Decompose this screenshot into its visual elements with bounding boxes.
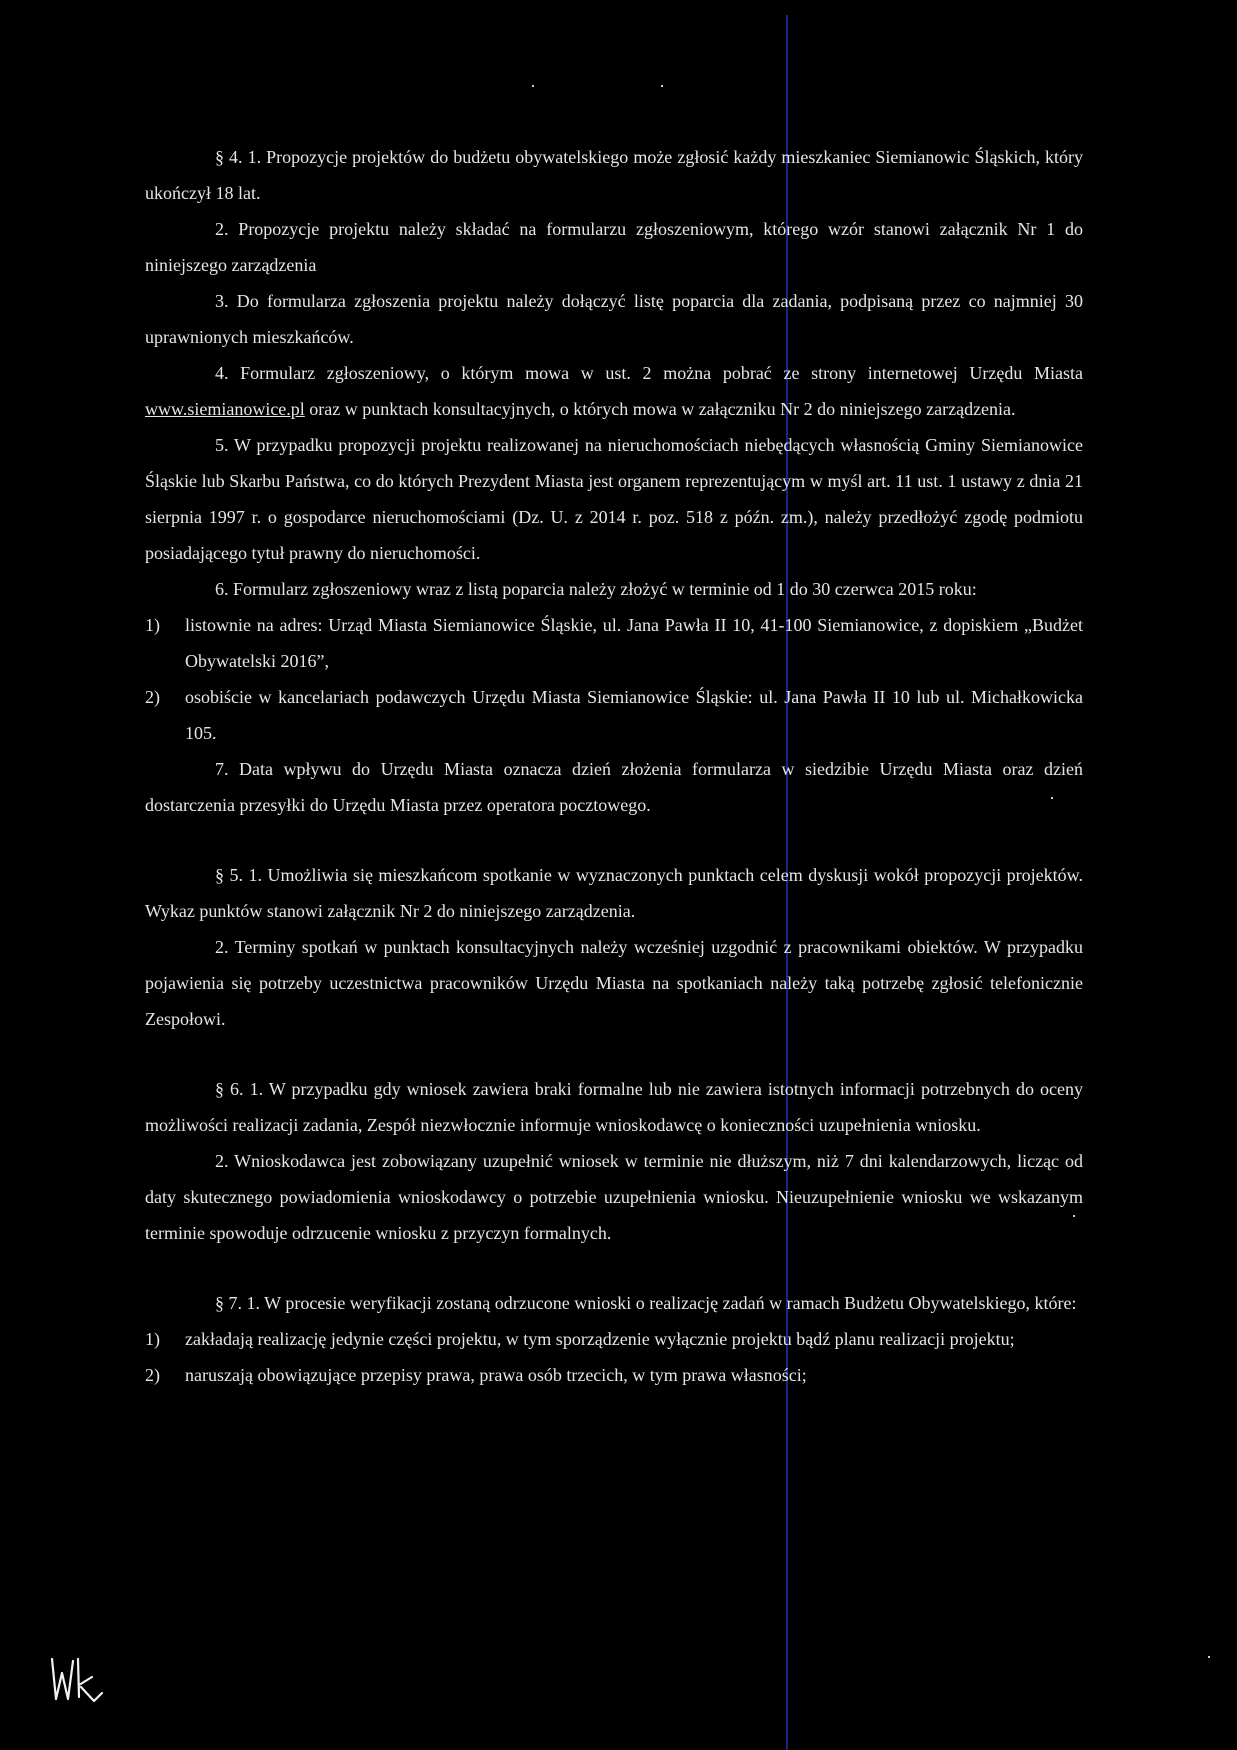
paragraph-5-2: 2. Terminy spotkań w punktach konsultacyjnych należy wcześniej uzgodnić z pracownikami obiektów. W przypadku pojawienia się potrzeby uczestnictwa pracowników Urzędu Miasta na spotkaniach należy taką potrzebę zgłosić telefonicznie Zespołowi. (145, 937, 1083, 1029)
paragraph-4-7: 7. Data wpływu do Urzędu Miasta oznacza dzień złożenia formularza w siedzibie Urzędu Miasta oraz dzień dostarczenia przesyłki do Urzędu Miasta przez operatora pocztowego. (145, 759, 1083, 815)
list-item-text: zakładają realizację jedynie części projektu, w tym sporządzenie wyłącznie projektu bądź planu realizacji projektu; (185, 1329, 1015, 1349)
paragraph-6-2: 2. Wnioskodawca jest zobowiązany uzupełnić wniosek w terminie nie dłuższym, niż 7 dni kalendarzowych, licząc od daty skutecznego powiadomienia wnioskodawcy o potrzebie uzupełnienia wniosku. Nieuzupełnienie wniosku we wskazanym terminie spowoduje odrzucenie wniosku z przyczyn formalnych. (145, 1151, 1083, 1243)
paragraph-5-1: § 5. 1. Umożliwia się mieszkańcom spotkanie w wyznaczonych punktach celem dyskusji wokół propozycji projektów. Wykaz punktów stanowi załącznik Nr 2 do niniejszego zarządzenia. (145, 865, 1083, 921)
list-item (145, 1357, 1083, 1393)
section-spacer (145, 823, 1083, 857)
paragraph-4-2: 2. Propozycje projektu należy składać na formularzu zgłoszeniowym, którego wzór stanowi załącznik Nr 1 do niniejszego zarządzenia (145, 219, 1083, 275)
paragraph-7-1: § 7. 1. W procesie weryfikacji zostaną odrzucone wnioski o realizację zadań w ramach Budżetu Obywatelskiego, które: (215, 1293, 1077, 1313)
scan-speck (532, 85, 534, 87)
list-item-number: 1) (145, 1329, 160, 1349)
paragraph-4-4 (145, 355, 1083, 427)
paragraph-6-1: § 6. 1. W przypadku gdy wniosek zawiera braki formalne lub nie zawiera istotnych informacji potrzebnych do oceny możliwości realizacji zadania, Zespół niezwłocznie informuje wnioskodawcę o konieczności uzupełnienia wniosku. (145, 1079, 1083, 1135)
list-item (145, 607, 1083, 679)
list-item (145, 1321, 1083, 1357)
website-link[interactable]: www.siemianowice.pl (145, 399, 305, 419)
list-item-text: osobiście w kancelariach podawczych Urzędu Miasta Siemianowice Śląskie: ul. Jana Pawła II 10 lub ul. Michałkowicka 105. (185, 687, 1083, 743)
list-item-text: naruszają obowiązujące przepisy prawa, prawa osób trzecich, w tym prawa własności; (185, 1365, 807, 1385)
paragraph-4-5: 5. W przypadku propozycji projektu realizowanej na nieruchomościach niebędących własnością Gminy Siemianowice Śląskie lub Skarbu Państwa, co do których Prezydent Miasta jest organem reprezentującym w myśl art. 11 ust. 1 ustawy z dnia 21 sierpnia 1997 r. o gospodarce nieruchomościami (Dz. U. z 2014 r. poz. 518 z późn. zm.), należy przedłożyć zgodę podmiotu posiadającego tytuł prawny do nieruchomości. (145, 435, 1083, 563)
list-item-text: listownie na adres: Urząd Miasta Siemianowice Śląskie, ul. Jana Pawła II 10, 41-100 Siemianowice, z dopiskiem „Budżet Obywatelski 2016”, (185, 615, 1083, 671)
list-item-number: 1) (145, 615, 160, 635)
scan-speck (1208, 1656, 1210, 1658)
paragraph-4-1: § 4. 1. Propozycje projektów do budżetu obywatelskiego może zgłosić każdy mieszkaniec Siemianowic Śląskich, który ukończył 18 lat. (145, 147, 1083, 203)
paragraph-4-3: 3. Do formularza zgłoszenia projektu należy dołączyć listę poparcia dla zadania, podpisaną przez co najmniej 30 uprawnionych mieszkańców. (145, 291, 1083, 347)
list-item (145, 679, 1083, 751)
list-item-number: 2) (145, 1365, 160, 1385)
paragraph-4-4-text-end: oraz w punktach konsultacyjnych, o których mowa w załączniku Nr 2 do niniejszego zarządzenia. (304, 399, 1016, 419)
section-spacer (145, 1251, 1083, 1285)
handwritten-signature (48, 1655, 104, 1705)
section-spacer (145, 1037, 1083, 1071)
document-body (145, 139, 1083, 1393)
paragraph-4-4-text-start: 4. Formularz zgłoszeniowy, o którym mowa w ust. 2 można pobrać ze strony internetowej Urzędu Miasta (215, 363, 1083, 383)
paragraph-4-6: 6. Formularz zgłoszeniowy wraz z listą poparcia należy złożyć w terminie od 1 do 30 czerwca 2015 roku: (215, 579, 977, 599)
list-item-number: 2) (145, 687, 160, 707)
scan-speck (661, 85, 663, 87)
